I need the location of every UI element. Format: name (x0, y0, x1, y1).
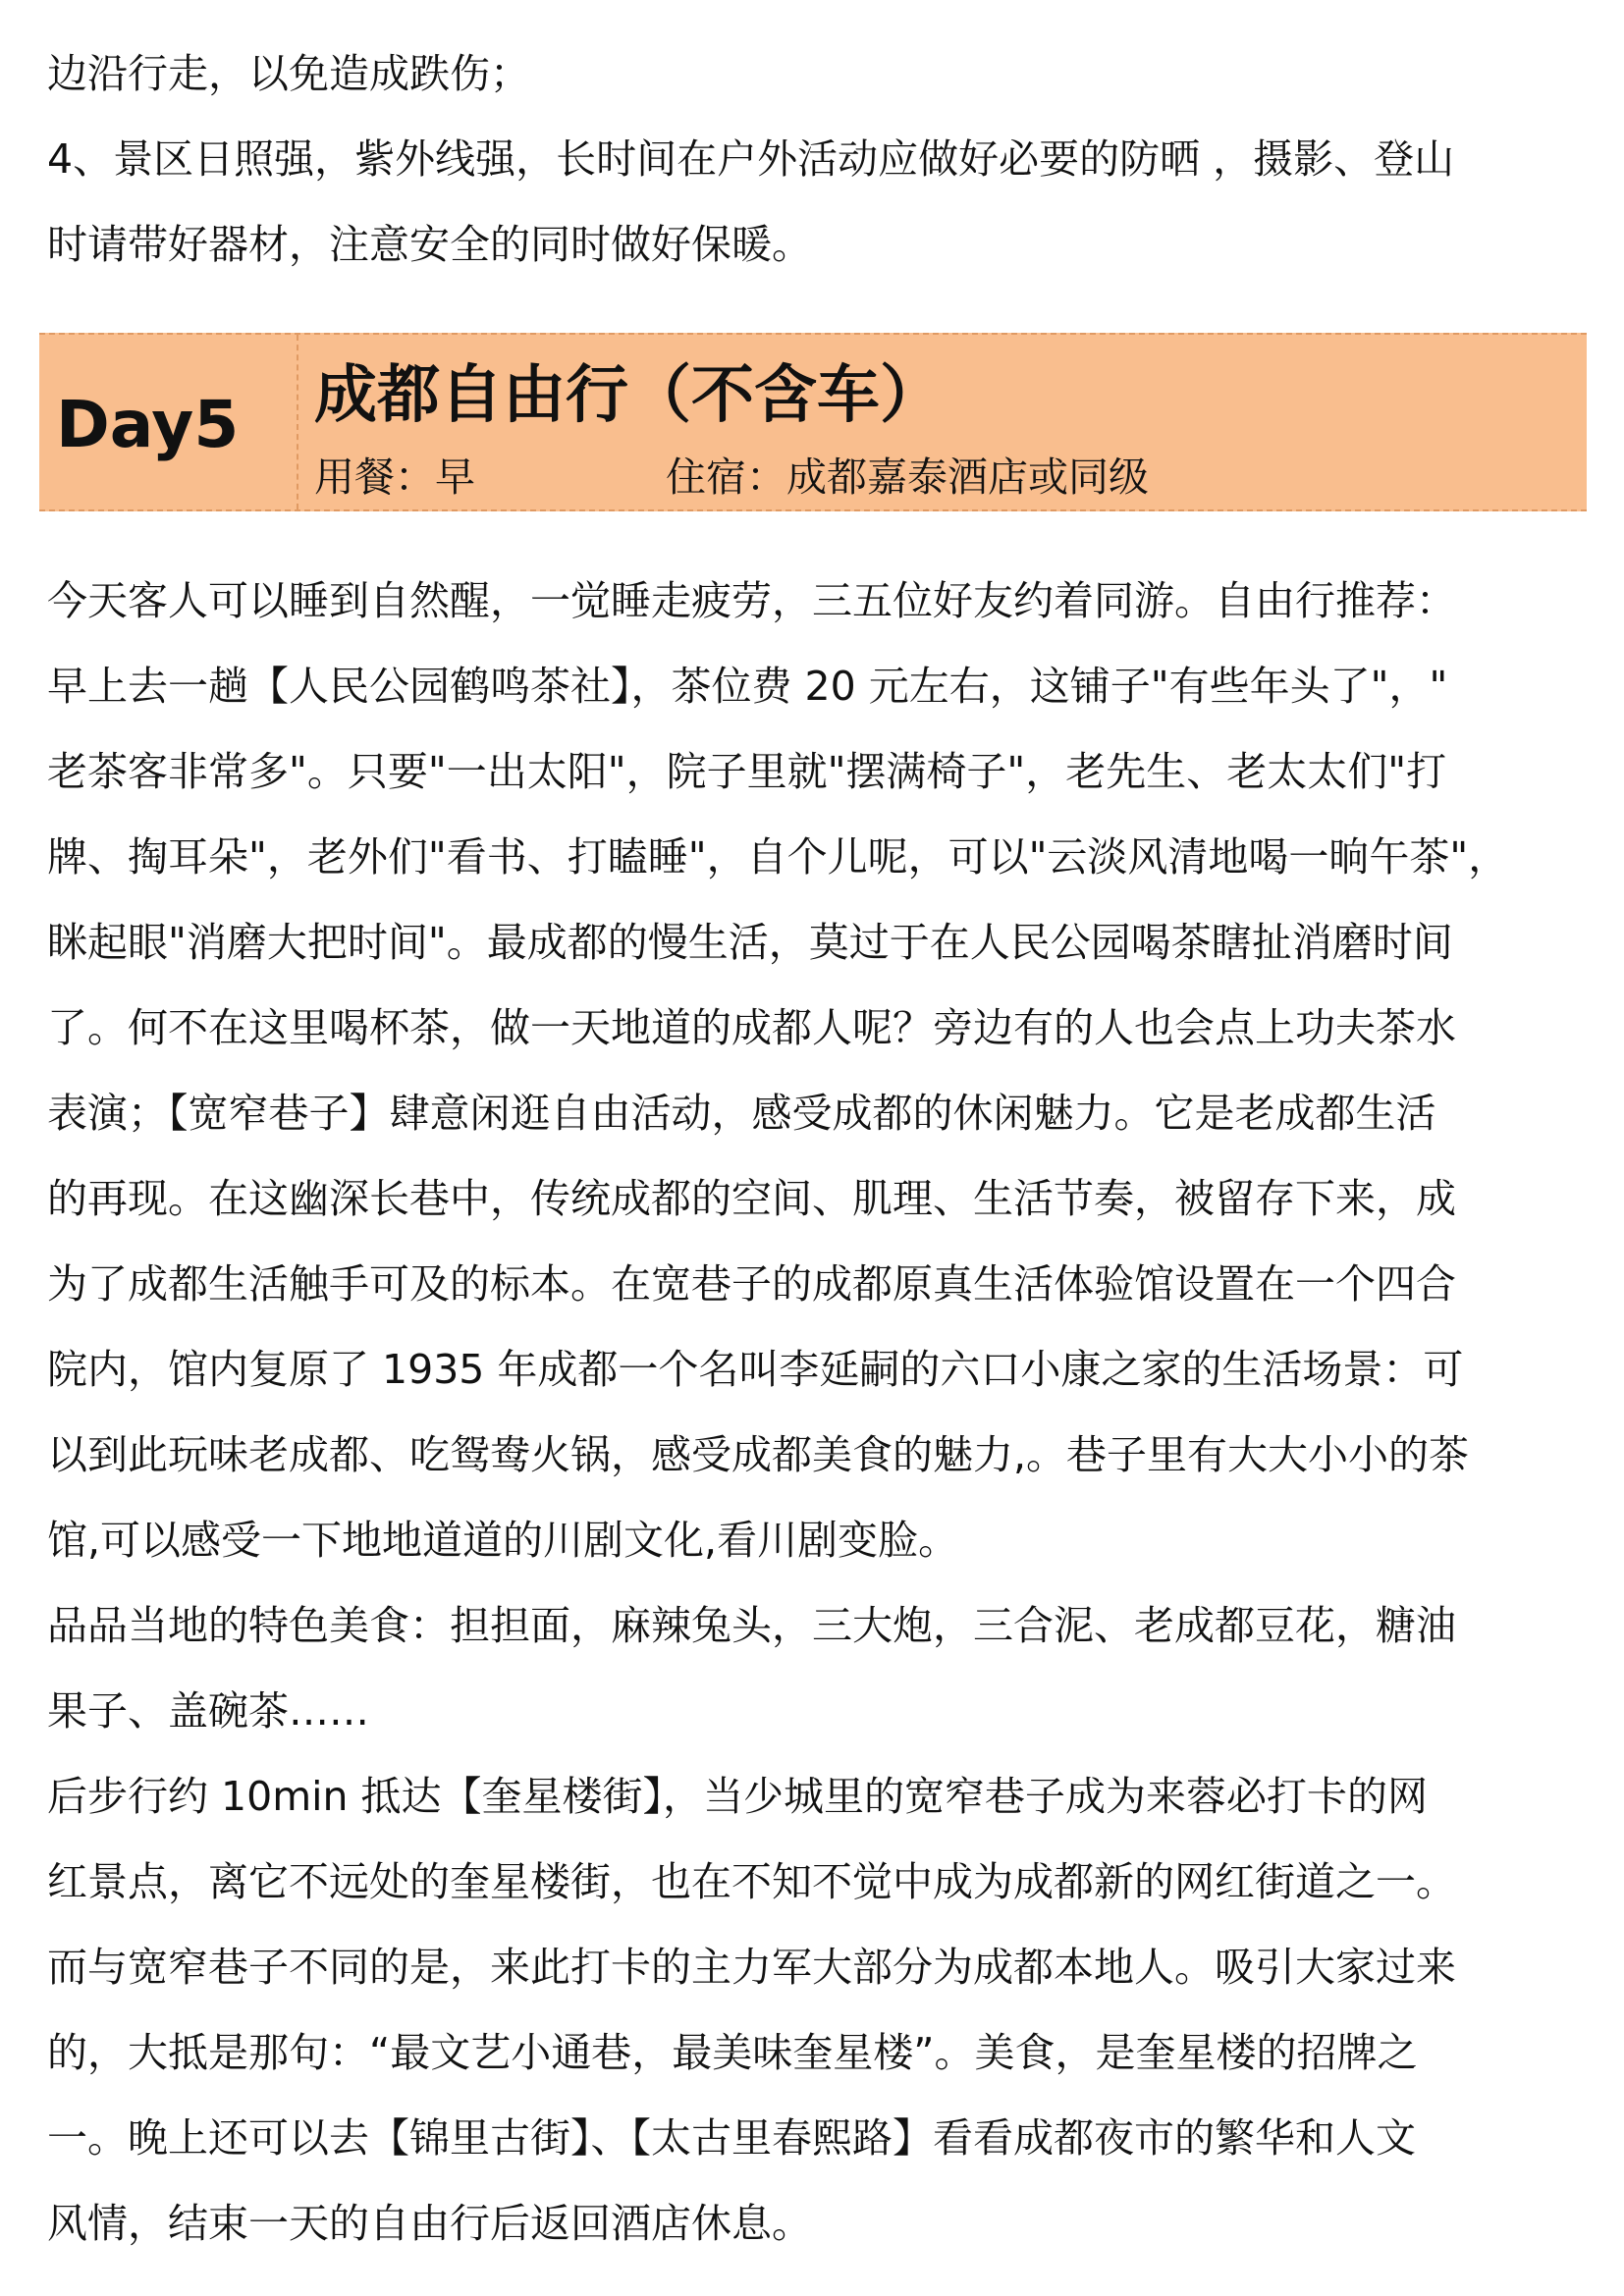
body-line: 院内，馆内复原了 1935 年成都一个名叫李延嗣的六口小康之家的生活场景：可 (47, 1346, 1464, 1393)
body-line: 表演；【宽窄巷子】肆意闲逛自由活动，感受成都的休闲魅力。它是老成都生活 (47, 1090, 1436, 1137)
day-number: Day5 (56, 387, 240, 462)
body-line: 的，大抵是那句：“最文艺小通巷，最美味奎星楼”。美食，是奎星楼的招牌之 (47, 2029, 1418, 2076)
meal-info: 用餐：早 (314, 454, 475, 501)
body-line: 今天客人可以睡到自然醒，一觉睡走疲劳，三五位好友约着同游。自由行推荐： (47, 577, 1456, 624)
text-line: 4、景区日照强，紫外线强，长时间在户外活动应做好必要的防晒 ，摄影、登山 (47, 135, 1455, 183)
text-line: 边沿行走，以免造成跌伤； (47, 50, 530, 97)
body-line: 品品当地的特色美食：担担面，麻辣兔头，三大炮，三合泥、老成都豆花，糖油 (47, 1602, 1456, 1649)
day-title: 成都自由行（不含车） (314, 359, 943, 432)
body-line: 眯起眼"消磨大把时间"。最成都的慢生活，莫过于在人民公园喝茶瞎扯消磨时间 (47, 919, 1453, 966)
body-line: 风情，结束一天的自由行后返回酒店休息。 (47, 2200, 812, 2247)
text-line: 时请带好器材，注意安全的同时做好保暖。 (47, 221, 812, 268)
body-line: 的再现。在这幽深长巷中，传统成都的空间、肌理、生活节奏，被留存下来，成 (47, 1175, 1456, 1222)
body-line: 以到此玩味老成都、吃鸳鸯火锅，感受成都美食的魅力,。巷子里有大大小小的茶 (47, 1431, 1470, 1478)
body-line: 早上去一趟【人民公园鹤鸣茶社】，茶位费 20 元左右，这铺子"有些年头了"，" (47, 663, 1448, 710)
header-divider (297, 335, 298, 509)
body-line: 果子、盖碗茶…… (47, 1687, 369, 1735)
body-line: 了。何不在这里喝杯茶，做一天地道的成都人呢？旁边有的人也会点上功夫茶水 (47, 1004, 1456, 1051)
body-line: 为了成都生活触手可及的标本。在宽巷子的成都原真生活体验馆设置在一个四合 (47, 1260, 1456, 1308)
body-line: 牌、掏耳朵"，老外们"看书、打瞌睡"，自个儿呢，可以"云淡风清地喝一晌午茶"， (47, 833, 1509, 881)
body-line: 馆,可以感受一下地地道道的川剧文化,看川剧变脸。 (47, 1517, 959, 1564)
body-line: 红景点，离它不远处的奎星楼街，也在不知不觉中成为成都新的网红街道之一。 (47, 1858, 1456, 1905)
day-header (39, 333, 1587, 511)
hotel-info: 住宿：成都嘉泰酒店或同级 (666, 454, 1149, 501)
body-line: 而与宽窄巷子不同的是，来此打卡的主力军大部分为成都本地人。吸引大家过来 (47, 1944, 1456, 1991)
body-line: 老茶客非常多"。只要"一出太阳"，院子里就"摆满椅子"，老先生、老太太们"打 (47, 748, 1447, 795)
body-line: 后步行约 10min 抵达【奎星楼街】，当少城里的宽窄巷子成为来蓉必打卡的网 (47, 1773, 1429, 1820)
body-line: 一。晚上还可以去【锦里古街】、【太古里春熙路】看看成都夜市的繁华和人文 (47, 2114, 1416, 2162)
